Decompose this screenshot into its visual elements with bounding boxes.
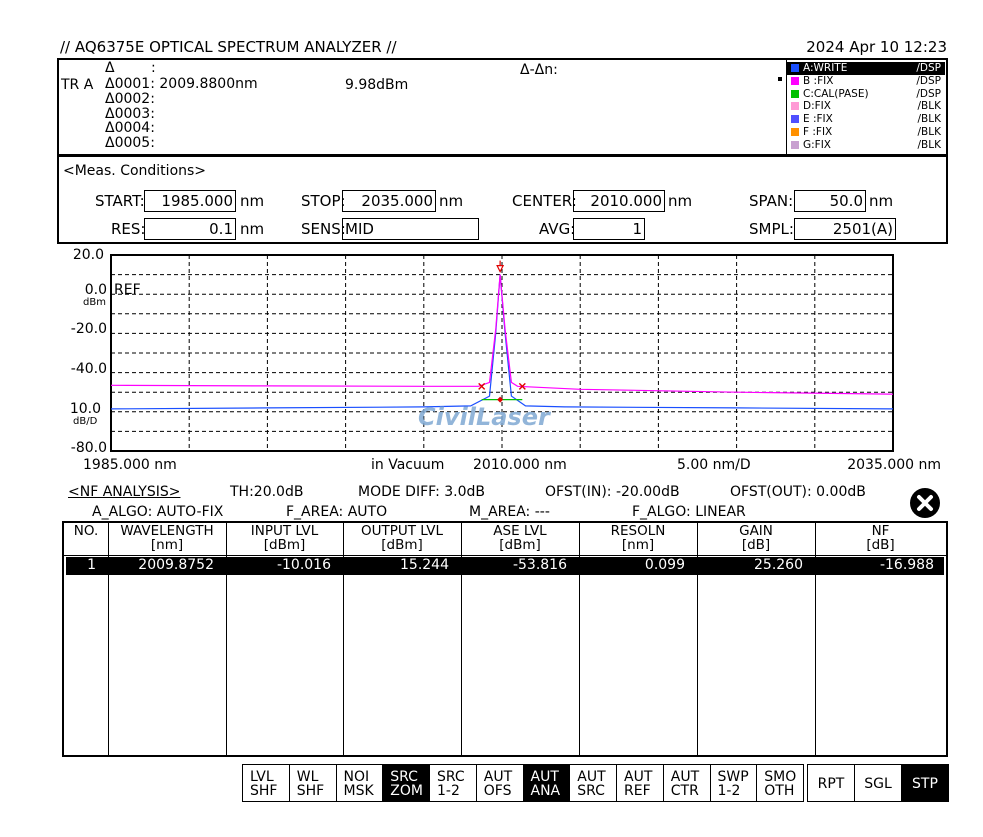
table-cell: -16.988 [879,557,934,573]
marker-row[interactable]: Δ0005: [105,135,155,152]
softkey-button[interactable] [756,764,804,802]
sweep-button-stp[interactable]: STP [901,764,949,802]
trace-name: C:CAL(PASE) [803,87,869,100]
nf-column-unit: [dBm] [263,537,306,553]
trace-item[interactable] [787,126,945,139]
nf-column-name: NF [871,523,890,539]
nf-column-header [579,524,697,552]
span-field[interactable]: 50.0 [794,190,866,212]
start-label: START: [95,192,145,210]
nf-column-name: ASE LVL [493,523,547,539]
trace-item[interactable] [787,113,945,126]
trace-item[interactable] [787,75,945,88]
nf-column-name: INPUT LVL [250,523,319,539]
softkey-line2: SHF [296,783,325,799]
span-unit: nm [869,192,894,210]
nf-f-area: F_AREA: AUTO [286,504,388,520]
sweep-bar [807,764,948,802]
softkey-line2: 1-2 [437,783,460,799]
trace-color-swatch [791,128,799,136]
res-field[interactable]: 0.1 [144,218,236,240]
nf-threshold: TH:20.0dB [230,484,304,500]
marker-panel [57,58,948,156]
softkey-line2: SHF [250,783,278,799]
sweep-button-rpt[interactable]: RPT [807,764,855,802]
stop-unit: nm [439,192,464,210]
table-cell: 15.244 [400,557,449,573]
center-label: CENTER: [512,192,577,210]
avg-label: AVG: [539,220,576,238]
softkey-line2: REF [624,783,651,799]
y-unit-dbm: dBm [83,297,106,308]
y-tick: 10.0 [69,401,101,417]
smpl-label: SMPL: [749,220,794,238]
y-tick: 20.0 [72,247,104,263]
sens-field[interactable]: MID [342,218,479,240]
trace-color-swatch [791,90,799,98]
softkey-line1: SMO [764,769,797,785]
table-cell: -10.016 [276,557,331,573]
softkey-button[interactable] [569,764,617,802]
nf-column-name: RESOLN [610,523,666,539]
sens-label: SENS: [301,220,346,238]
table-cell: 1 [87,557,96,573]
trace-mode: /BLK [917,100,941,113]
stop-label: STOP: [301,192,346,210]
softkey-button[interactable] [476,764,524,802]
table-cell: 0.099 [644,557,685,573]
center-unit: nm [668,192,693,210]
nf-m-area: M_AREA: --- [469,504,550,520]
window-title: // AQ6375E OPTICAL SPECTRUM ANALYZER // [60,38,397,56]
trace-color-swatch [791,64,799,72]
nf-column-name: OUTPUT LVL [360,523,444,539]
softkey-button[interactable] [429,764,477,802]
spectrum-chart [0,244,983,476]
ref-label: REF [114,282,141,298]
nf-column-unit: [nm] [150,537,184,553]
watermark-logo: CivilLaser [418,403,550,431]
softkey-line1: LVL [250,769,274,785]
nf-mode-diff: MODE DIFF: 3.0dB [358,484,486,500]
softkey-line1: SRC [437,769,465,785]
trace-item[interactable] [787,139,945,152]
nf-column-name: WAVELENGTH [120,523,214,539]
marker-row[interactable]: Δ0001: 2009.8800nm [105,76,258,92]
trace-mode: /BLK [917,138,941,151]
nf-column-header [697,524,815,552]
y-tick: -40.0 [70,361,107,377]
nf-column-header [461,524,579,552]
y-tick: -20.0 [70,321,107,337]
delta-n-label: Δ-Δn: [520,62,558,78]
medium-label: in Vacuum [371,457,445,473]
softkey-button[interactable] [616,764,664,802]
trace-mode: /DSP [916,87,941,100]
softkey-line2: SRC [577,783,605,799]
table-cell: 25.260 [754,557,803,573]
softkey-bar [242,764,797,802]
softkey-button[interactable] [336,764,384,802]
marker-list [105,77,258,151]
nf-table [62,521,948,757]
nf-column-unit: [dBm] [499,537,541,553]
softkey-line1: AUT [530,769,559,785]
trace-color-swatch [791,102,799,110]
trace-color-swatch [791,77,799,85]
nf-table-header-divider [64,555,946,556]
softkey-line1: WL [296,769,319,785]
y-tick: 0.0 [84,282,107,298]
nf-column-unit: [dB] [741,537,771,553]
delta-label: Δ [105,60,115,76]
avg-field[interactable]: 1 [573,218,645,240]
nf-ofst-in: OFST(IN): -20.00dB [545,484,680,500]
softkey-line2: ZOM [390,783,423,799]
marker-row[interactable]: Δ0003: [105,105,155,122]
softkey-button[interactable] [289,764,337,802]
center-field[interactable]: 2010.000 [573,190,665,212]
softkey-line2: 1-2 [717,783,741,799]
x-stop-label: 2035.000 nm [847,457,941,473]
nf-column-header [64,524,108,538]
meas-conditions-title: <Meas. Conditions> [63,163,207,179]
softkey-line1: NOI [343,769,370,785]
close-icon-glyph [910,488,940,518]
nf-column-header [108,524,226,552]
x-start-label: 1985.000 nm [83,457,177,473]
trace-name: G:FIX [803,138,832,151]
table-cell: -53.816 [512,557,567,573]
marker-level: 9.98dBm [345,77,409,93]
trace-name: E :FIX [803,113,833,126]
trace-list [786,60,947,154]
trace-item[interactable] [787,62,945,75]
span-label: SPAN: [749,192,794,210]
softkey-line1: AUT [624,769,653,785]
nf-analysis-title[interactable]: <NF ANALYSIS> [68,484,181,500]
nf-a-algo: A_ALGO: AUTO-FIX [92,504,224,520]
softkey-button[interactable] [523,764,571,802]
sweep-button-sgl[interactable]: SGL [854,764,902,802]
y-unit-dbd: dB/D [73,416,98,427]
smpl-field[interactable]: 2501(A) [794,218,896,240]
nf-column-unit: [dBm] [381,537,423,553]
trace-name: F :FIX [803,126,833,138]
plot-area[interactable] [0,244,983,476]
nf-column-name: GAIN [739,523,773,539]
softkey-button[interactable] [382,764,430,802]
softkey-line2: MSK [343,783,374,799]
nf-ofst-out: OFST(OUT): 0.00dB [730,484,866,500]
nf-column-unit: [nm] [621,537,655,553]
start-unit: nm [240,192,265,210]
trace-mode: /DSP [916,74,941,87]
trace-color-swatch [791,141,799,149]
res-unit: nm [240,220,265,238]
trace-name: B :FIX [803,74,834,87]
nf-analysis-panel [62,480,948,757]
trace-name: A:WRITE [803,62,848,74]
softkey-line2: CTR [670,783,699,799]
trace-name: D:FIX [803,100,831,113]
trace-label: TR A [61,77,94,93]
nf-column-header [343,524,461,552]
nf-column-header [226,524,343,552]
close-icon[interactable] [910,488,940,518]
trace-mode: /BLK [917,113,941,126]
table-cell: 2009.8752 [138,557,214,573]
trace-color-swatch [791,115,799,123]
softkey-line2: ANA [530,783,561,799]
marker-row[interactable]: Δ0002: [105,90,155,107]
softkey-button[interactable] [710,764,758,802]
softkey-button[interactable] [242,764,290,802]
stop-field[interactable]: 2035.000 [342,190,436,212]
softkey-button[interactable] [663,764,711,802]
start-field[interactable]: 1985.000 [144,190,236,212]
datetime: 2024 Apr 10 12:23 [806,38,947,56]
trace-mode: /DSP [916,62,941,74]
softkey-line1: AUT [483,769,513,785]
res-label: RES: [111,220,146,238]
softkey-line1: AUT [670,769,700,785]
meas-conditions-panel [57,155,948,244]
delta-colon: : [151,60,156,76]
trace-item[interactable] [787,100,945,113]
softkey-line2: OFS [483,783,512,799]
softkey-line1: AUT [577,769,606,785]
nf-column-name: NO. [73,523,99,539]
marker-row[interactable]: Δ0004: [105,120,155,137]
softkey-line1: SWP [717,769,749,785]
y-tick: -80.0 [70,440,107,456]
softkey-line2: OTH [764,783,795,799]
nf-column-unit: [dB] [866,537,895,553]
x-scale-label: 5.00 nm/D [677,457,751,473]
nf-column-header [815,524,946,552]
active-trace-dot [778,77,782,81]
trace-item[interactable] [787,88,945,101]
softkey-line1: SRC [390,769,418,785]
nf-f-algo: F_ALGO: LINEAR [632,504,746,520]
x-center-label: 2010.000 nm [473,457,567,473]
trace-mode: /BLK [917,126,941,138]
